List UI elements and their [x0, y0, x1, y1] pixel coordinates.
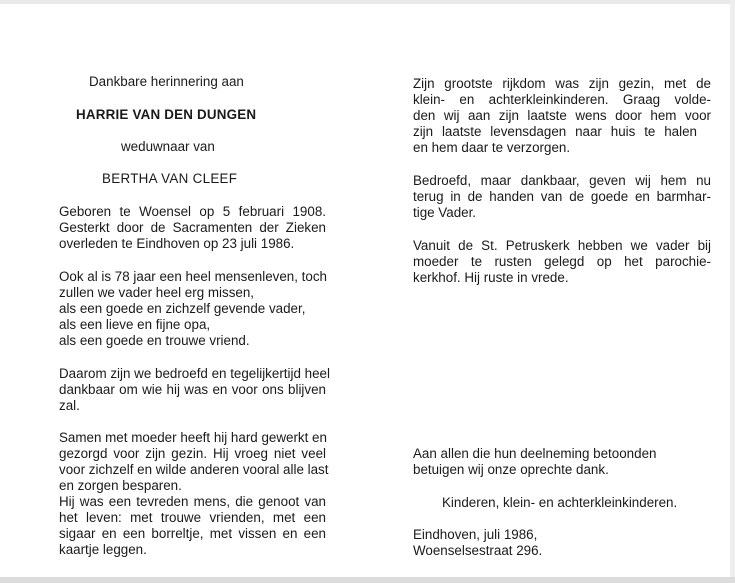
address: Woenselsestraat 296. [413, 543, 543, 558]
text-line: als een lieve en fijne opa, [59, 317, 211, 332]
text-line: voor zichzelf en wilde anderen vooral alle last [59, 462, 329, 477]
text-line: klein- en achterkleinkinderen. Graag volde- [413, 92, 711, 107]
deceased-name: HARRIE VAN DEN DUNGEN [76, 107, 257, 122]
text-line: zal. [59, 398, 80, 413]
text-line: zullen we vader heel erg missen, [59, 285, 255, 300]
text-line: gezorgd voor zijn gezin. Hij vroeg niet veel [59, 446, 326, 461]
family-signature: Kinderen, klein- en achterkleinkinderen. [442, 495, 678, 510]
text-line: Zijn grootste rijkdom was zijn gezin, met de [413, 76, 711, 91]
text-line: zijn laatste levensdagen naar huis te halen [413, 124, 697, 139]
text-line: terug in de handen van de goede en barmhar- [413, 189, 711, 204]
text-line: kerkhof. Hij ruste in vrede. [413, 270, 569, 285]
text-line: Samen met moeder heeft hij hard gewerkt en [59, 430, 327, 445]
text-line: en hem daar te verzorgen. [413, 140, 571, 155]
text-line: Vanuit de St. Petruskerk hebben we vader bij [413, 238, 711, 253]
text-line: het leven: met trouwe vrienden, met een [59, 510, 326, 525]
place-date: Eindhoven, juli 1986, [413, 527, 538, 542]
scan-edge-right [730, 0, 735, 583]
spouse-name: BERTHA VAN CLEEF [102, 171, 238, 186]
sacraments-line: Gesterkt door de Sacramenten der Zieken [59, 220, 326, 235]
text-line: dankbaar om wie hij was en voor ons blijven [59, 382, 326, 397]
text-line: kaartje leggen. [59, 542, 147, 557]
relation-text: weduwnaar van [121, 139, 215, 154]
scan-edge-bottom [0, 577, 735, 583]
scan-edge-top [0, 0, 735, 4]
text-line: en zorgen besparen. [59, 478, 182, 493]
thanks-line: Aan allen die hun deelneming betoonden [413, 446, 657, 461]
intro-text: Dankbare herinnering aan [89, 74, 244, 89]
died-line: overleden te Eindhoven op 23 juli 1986. [59, 236, 295, 251]
text-line: Ook al is 78 jaar een heel mensenleven, toch [59, 269, 327, 284]
text-line: den wij aan zijn laatste wens door hem voor [413, 108, 711, 123]
thanks-line: betuigen wij onze oprechte dank. [413, 462, 609, 477]
text-line: Daarom zijn we bedroefd en tegelijkertijd heel [59, 366, 330, 381]
text-line: Bedroefd, maar dankbaar, geven wij hem nu [413, 173, 711, 188]
text-line: Hij was een tevreden mens, die genoot van [59, 494, 326, 509]
text-line: als een goede en zichzelf gevende vader, [59, 301, 306, 316]
text-line: tige Vader. [413, 205, 477, 220]
text-line: moeder te rusten gelegd op het parochie- [413, 254, 711, 269]
text-line: sigaar en een borreltje, met vissen en een [59, 526, 326, 541]
text-line: als een goede en trouwe vriend. [59, 333, 250, 348]
born-line: Geboren te Woensel op 5 februari 1908. [59, 204, 326, 219]
